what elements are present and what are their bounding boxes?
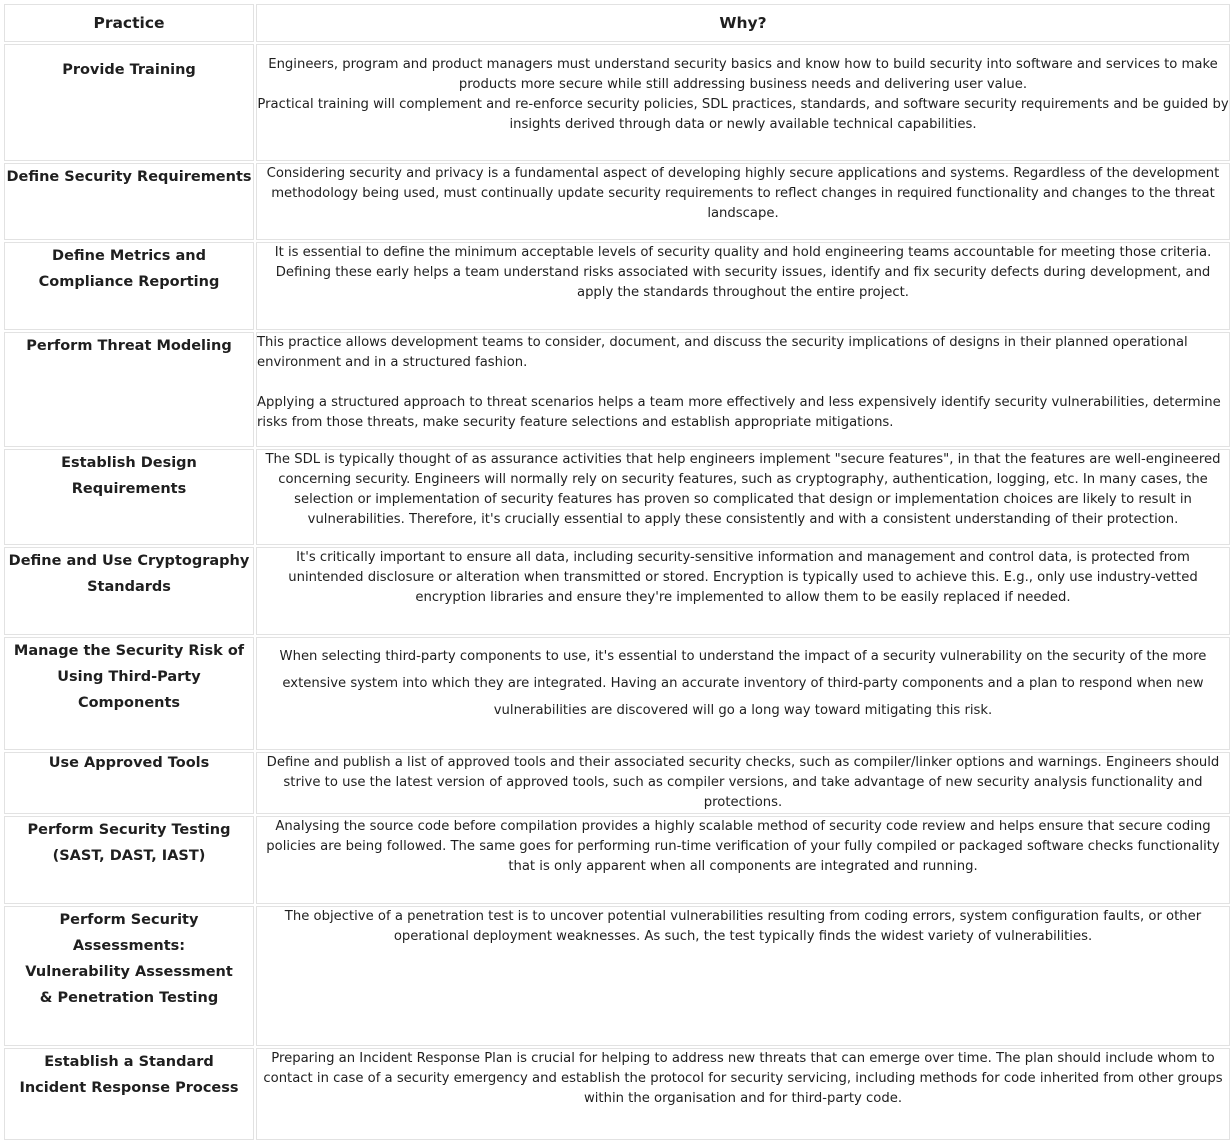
why-paragraph: It is essential to define the minimum acceptable levels of security quality and hold engineering teams accountable for meeting those criteria. Defining these early helps a team understand risks associated with security issues, identify and fix security defects during development, and apply the standards throughout the entire project. (274, 245, 1212, 300)
why-cell (256, 752, 1230, 814)
practice-cell: Perform Threat Modeling (4, 332, 254, 447)
why-paragraph: Define and publish a list of approved tools and their associated security checks, such as compiler/linker options and warnings. Engineers should strive to use the latest version of approved tools, such as compiler versions, and take advantage of new security analysis functionality and protections. (266, 755, 1220, 810)
table-row (4, 1048, 1230, 1140)
practice-cell: Manage the Security Risk of Using Third-Party Components (4, 637, 254, 750)
why-paragraph: When selecting third-party components to use, it's essential to understand the impact of a security vulnerability on the security of the more extensive system into which they are integrated. Having an accurate inventory of third-party components and a plan to respond when new vulnerabilities are discovered will go a long way toward mitigating this risk. (279, 649, 1207, 718)
table-header-row (4, 4, 1230, 42)
sdl-practices-table (2, 2, 1230, 1142)
why-cell (256, 637, 1230, 750)
table-row (4, 449, 1230, 545)
why-paragraph: Engineers, program and product managers must understand security basics and know how to build security into software and services to make products more secure while still addressing business needs and delivering user value. (268, 57, 1218, 92)
why-paragraph: Considering security and privacy is a fundamental aspect of developing highly secure applications and systems. Regardless of the development methodology being used, must continually update security requirements to reflect changes in required functionality and changes to the threat landscape. (266, 166, 1220, 221)
table-row (4, 242, 1230, 330)
practice-cell: Perform Security Assessments: Vulnerability Assessment & Penetration Testing (4, 906, 254, 1046)
practice-cell: Establish Design Requirements (4, 449, 254, 545)
practice-cell: Define Security Requirements (4, 163, 254, 240)
why-paragraph: Preparing an Incident Response Plan is crucial for helping to address new threats that can emerge over time. The plan should include whom to contact in case of a security emergency and establish the protocol for security servicing, including methods for code inherited from other groups within the organisation and for third-party code. (263, 1051, 1223, 1106)
why-cell (256, 547, 1230, 635)
table-row (4, 332, 1230, 447)
why-paragraph: It's critically important to ensure all data, including security-sensitive information and management and control data, is protected from unintended disclosure or alteration when transmitted or stored. Encryption is typically used to achieve this. E.g., only use industry-vetted encryption libraries and ensure they're implemented to allow them to be easily replaced if needed. (288, 550, 1198, 605)
header-practice: Practice (4, 4, 254, 42)
practice-cell (4, 816, 254, 904)
table-row (4, 547, 1230, 635)
why-cell (256, 163, 1230, 240)
why-cell (256, 816, 1230, 904)
why-paragraph: The SDL is typically thought of as assurance activities that help engineers implement "secure features", in that the features are well-engineered concerning security. Engineers will normally rely on security features, such as cryptography, authentication, logging, etc. In many cases, the selection or implementation of security features has proven so complicated that design or implementation choices are likely to result in vulnerabilities. Therefore, it's crucially essential to apply these consistently and with a consistent understanding of their protection. (265, 452, 1221, 527)
practice-label: Perform Security Testing (27, 822, 231, 838)
table-row (4, 906, 1230, 1046)
why-paragraph: Practical training will complement and re-enforce security policies, SDL practices, standards, and software security requirements and be guided by insights derived through data or newly available technical capabilities. (257, 97, 1229, 132)
practice-label-acronyms: (SAST, DAST, IAST) (52, 848, 206, 864)
why-cell (256, 44, 1230, 161)
table-row (4, 752, 1230, 814)
header-why: Why? (256, 4, 1230, 42)
why-cell (256, 449, 1230, 545)
why-cell (256, 906, 1230, 1046)
paragraph-gap (257, 373, 1229, 393)
why-paragraph: Applying a structured approach to threat scenarios helps a team more effectively and less expensively identify security vulnerabilities, determine risks from those threats, make security feature selections and establish appropriate mitigations. (257, 395, 1221, 430)
practice-cell: Define and Use Cryptography Standards (4, 547, 254, 635)
table-row (4, 637, 1230, 750)
why-paragraph: This practice allows development teams to consider, document, and discuss the security implications of designs in their planned operational environment and in a structured fashion. (257, 335, 1188, 370)
practice-cell: Provide Training (4, 44, 254, 161)
why-paragraph: Analysing the source code before compilation provides a highly scalable method of security code review and helps ensure that secure coding policies are being followed. The same goes for performing run-time verification of your fully compiled or packaged software checks functionality that is only apparent when all components are integrated and running. (266, 819, 1220, 874)
table-row (4, 163, 1230, 240)
practice-cell: Use Approved Tools (4, 752, 254, 814)
practice-cell: Establish a Standard Incident Response Process (4, 1048, 254, 1140)
table-row (4, 44, 1230, 161)
table-row (4, 816, 1230, 904)
why-cell (256, 1048, 1230, 1140)
why-cell (256, 242, 1230, 330)
practice-cell: Define Metrics and Compliance Reporting (4, 242, 254, 330)
why-paragraph: The objective of a penetration test is to uncover potential vulnerabilities resulting from coding errors, system configuration faults, or other operational deployment weaknesses. As such, the test typically finds the widest variety of vulnerabilities. (284, 909, 1202, 944)
why-cell (256, 332, 1230, 447)
